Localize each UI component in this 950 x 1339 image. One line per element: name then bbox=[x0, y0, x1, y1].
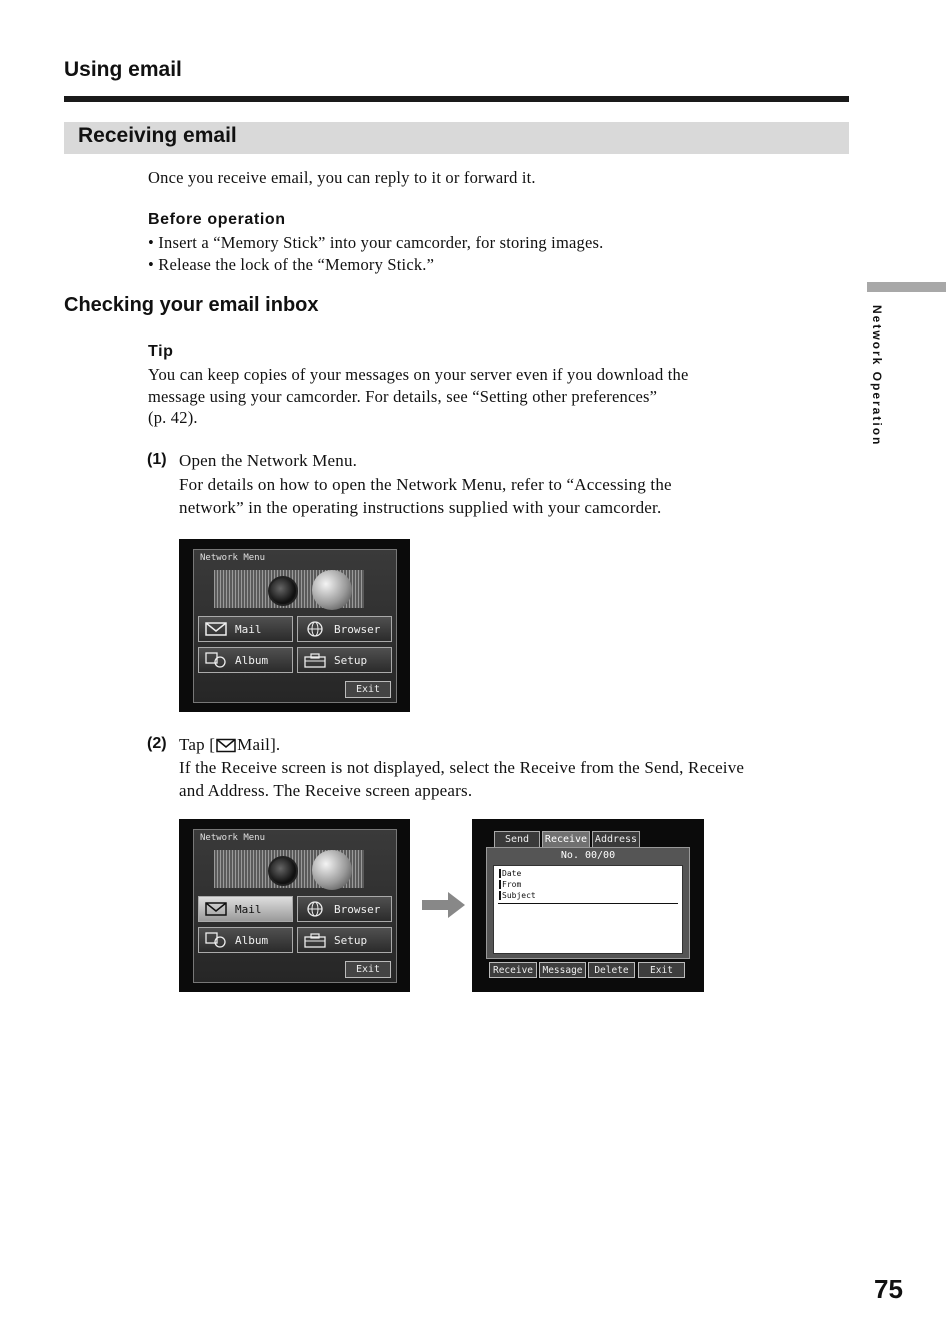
exit-button[interactable]: Exit bbox=[345, 681, 391, 698]
step2-instruction bbox=[179, 734, 280, 756]
tip-heading: Tip bbox=[148, 343, 174, 360]
globe-icon bbox=[304, 901, 326, 917]
mail-button-label: Mail bbox=[235, 902, 262, 916]
checking-heading: Checking your email inbox bbox=[64, 294, 319, 316]
tip-line: (p. 42). bbox=[148, 408, 198, 427]
camera-lens-icon bbox=[268, 576, 298, 606]
toolbox-icon bbox=[304, 932, 326, 948]
tab-receive[interactable]: Receive bbox=[542, 831, 590, 847]
album-button-label: Album bbox=[235, 653, 269, 667]
browser-button-label: Browser bbox=[334, 622, 381, 636]
browser-button[interactable] bbox=[297, 616, 392, 642]
screen-title: Network Menu bbox=[200, 833, 266, 843]
section-title: Using email bbox=[64, 58, 182, 81]
mail-button[interactable] bbox=[198, 616, 293, 642]
album-icon bbox=[205, 652, 227, 668]
mail-button-label: Mail bbox=[235, 622, 262, 636]
title-rule bbox=[64, 96, 849, 102]
album-button[interactable] bbox=[198, 927, 293, 953]
lcd-panel bbox=[193, 829, 397, 983]
setup-button[interactable] bbox=[297, 927, 392, 953]
lcd-panel bbox=[193, 549, 397, 703]
setup-button-label: Setup bbox=[334, 653, 368, 667]
receive-panel bbox=[486, 847, 690, 959]
step-number: (2) bbox=[147, 735, 167, 752]
divider bbox=[498, 903, 678, 904]
tap-suffix: Mail]. bbox=[237, 735, 281, 754]
message-button[interactable]: Message bbox=[539, 962, 586, 978]
delete-button[interactable]: Delete bbox=[588, 962, 635, 978]
browser-button[interactable] bbox=[297, 896, 392, 922]
side-section-label: Network Operation bbox=[870, 305, 884, 447]
bullet-item: • Insert a “Memory Stick” into your camcorder, for storing images. bbox=[148, 233, 604, 252]
intro-text: Once you receive email, you can reply to it or forward it. bbox=[148, 168, 536, 187]
step1-detail: network” in the operating instructions supplied with your camcorder. bbox=[179, 498, 662, 517]
step1-detail: For details on how to open the Network Menu, refer to “Accessing the bbox=[179, 475, 672, 494]
date-field-label: Date bbox=[499, 869, 521, 878]
side-tab-marker bbox=[867, 282, 946, 292]
mail-icon bbox=[216, 738, 236, 753]
bullet-item: • Release the lock of the “Memory Stick.” bbox=[148, 255, 435, 274]
tip-line: You can keep copies of your messages on your server even if you download the bbox=[148, 365, 689, 384]
before-operation-heading: Before operation bbox=[148, 211, 286, 228]
step1-instruction: Open the Network Menu. bbox=[179, 451, 358, 470]
message-list[interactable] bbox=[493, 865, 683, 954]
setup-button-label: Setup bbox=[334, 933, 368, 947]
receive-button[interactable]: Receive bbox=[489, 962, 537, 978]
message-counter: No. 00/00 bbox=[560, 850, 616, 861]
step2-detail: and Address. The Receive screen appears. bbox=[179, 781, 473, 800]
step2-detail: If the Receive screen is not displayed, select the Receive from the Send, Receive bbox=[179, 758, 745, 777]
camera-lens-icon bbox=[268, 856, 298, 886]
toolbox-icon bbox=[304, 652, 326, 668]
mail-button[interactable] bbox=[198, 896, 293, 922]
subsection-title: Receiving email bbox=[78, 124, 237, 147]
screen-title: Network Menu bbox=[200, 553, 266, 563]
album-button[interactable] bbox=[198, 647, 293, 673]
tip-line: message using your camcorder. For details, see “Setting other preferences” bbox=[148, 387, 658, 406]
globe-icon bbox=[304, 621, 326, 637]
mail-icon bbox=[205, 621, 227, 637]
globe-icon bbox=[312, 570, 352, 610]
subject-field-label: Subject bbox=[499, 891, 536, 900]
browser-button-label: Browser bbox=[334, 902, 381, 916]
arrow-right-icon bbox=[422, 892, 466, 918]
exit-button[interactable]: Exit bbox=[638, 962, 685, 978]
network-menu-screenshot-selected bbox=[179, 819, 410, 992]
page-number: 75 bbox=[874, 1274, 903, 1304]
album-icon bbox=[205, 932, 227, 948]
from-field-label: From bbox=[499, 880, 521, 889]
mail-icon bbox=[205, 901, 227, 917]
network-menu-screenshot bbox=[179, 539, 410, 712]
tab-send[interactable]: Send bbox=[494, 831, 540, 847]
globe-icon bbox=[312, 850, 352, 890]
tap-prefix: Tap [ bbox=[179, 735, 216, 754]
receive-screenshot bbox=[472, 819, 704, 992]
tab-address[interactable]: Address bbox=[592, 831, 640, 847]
step-number: (1) bbox=[147, 451, 167, 468]
setup-button[interactable] bbox=[297, 647, 392, 673]
exit-button[interactable]: Exit bbox=[345, 961, 391, 978]
album-button-label: Album bbox=[235, 933, 269, 947]
